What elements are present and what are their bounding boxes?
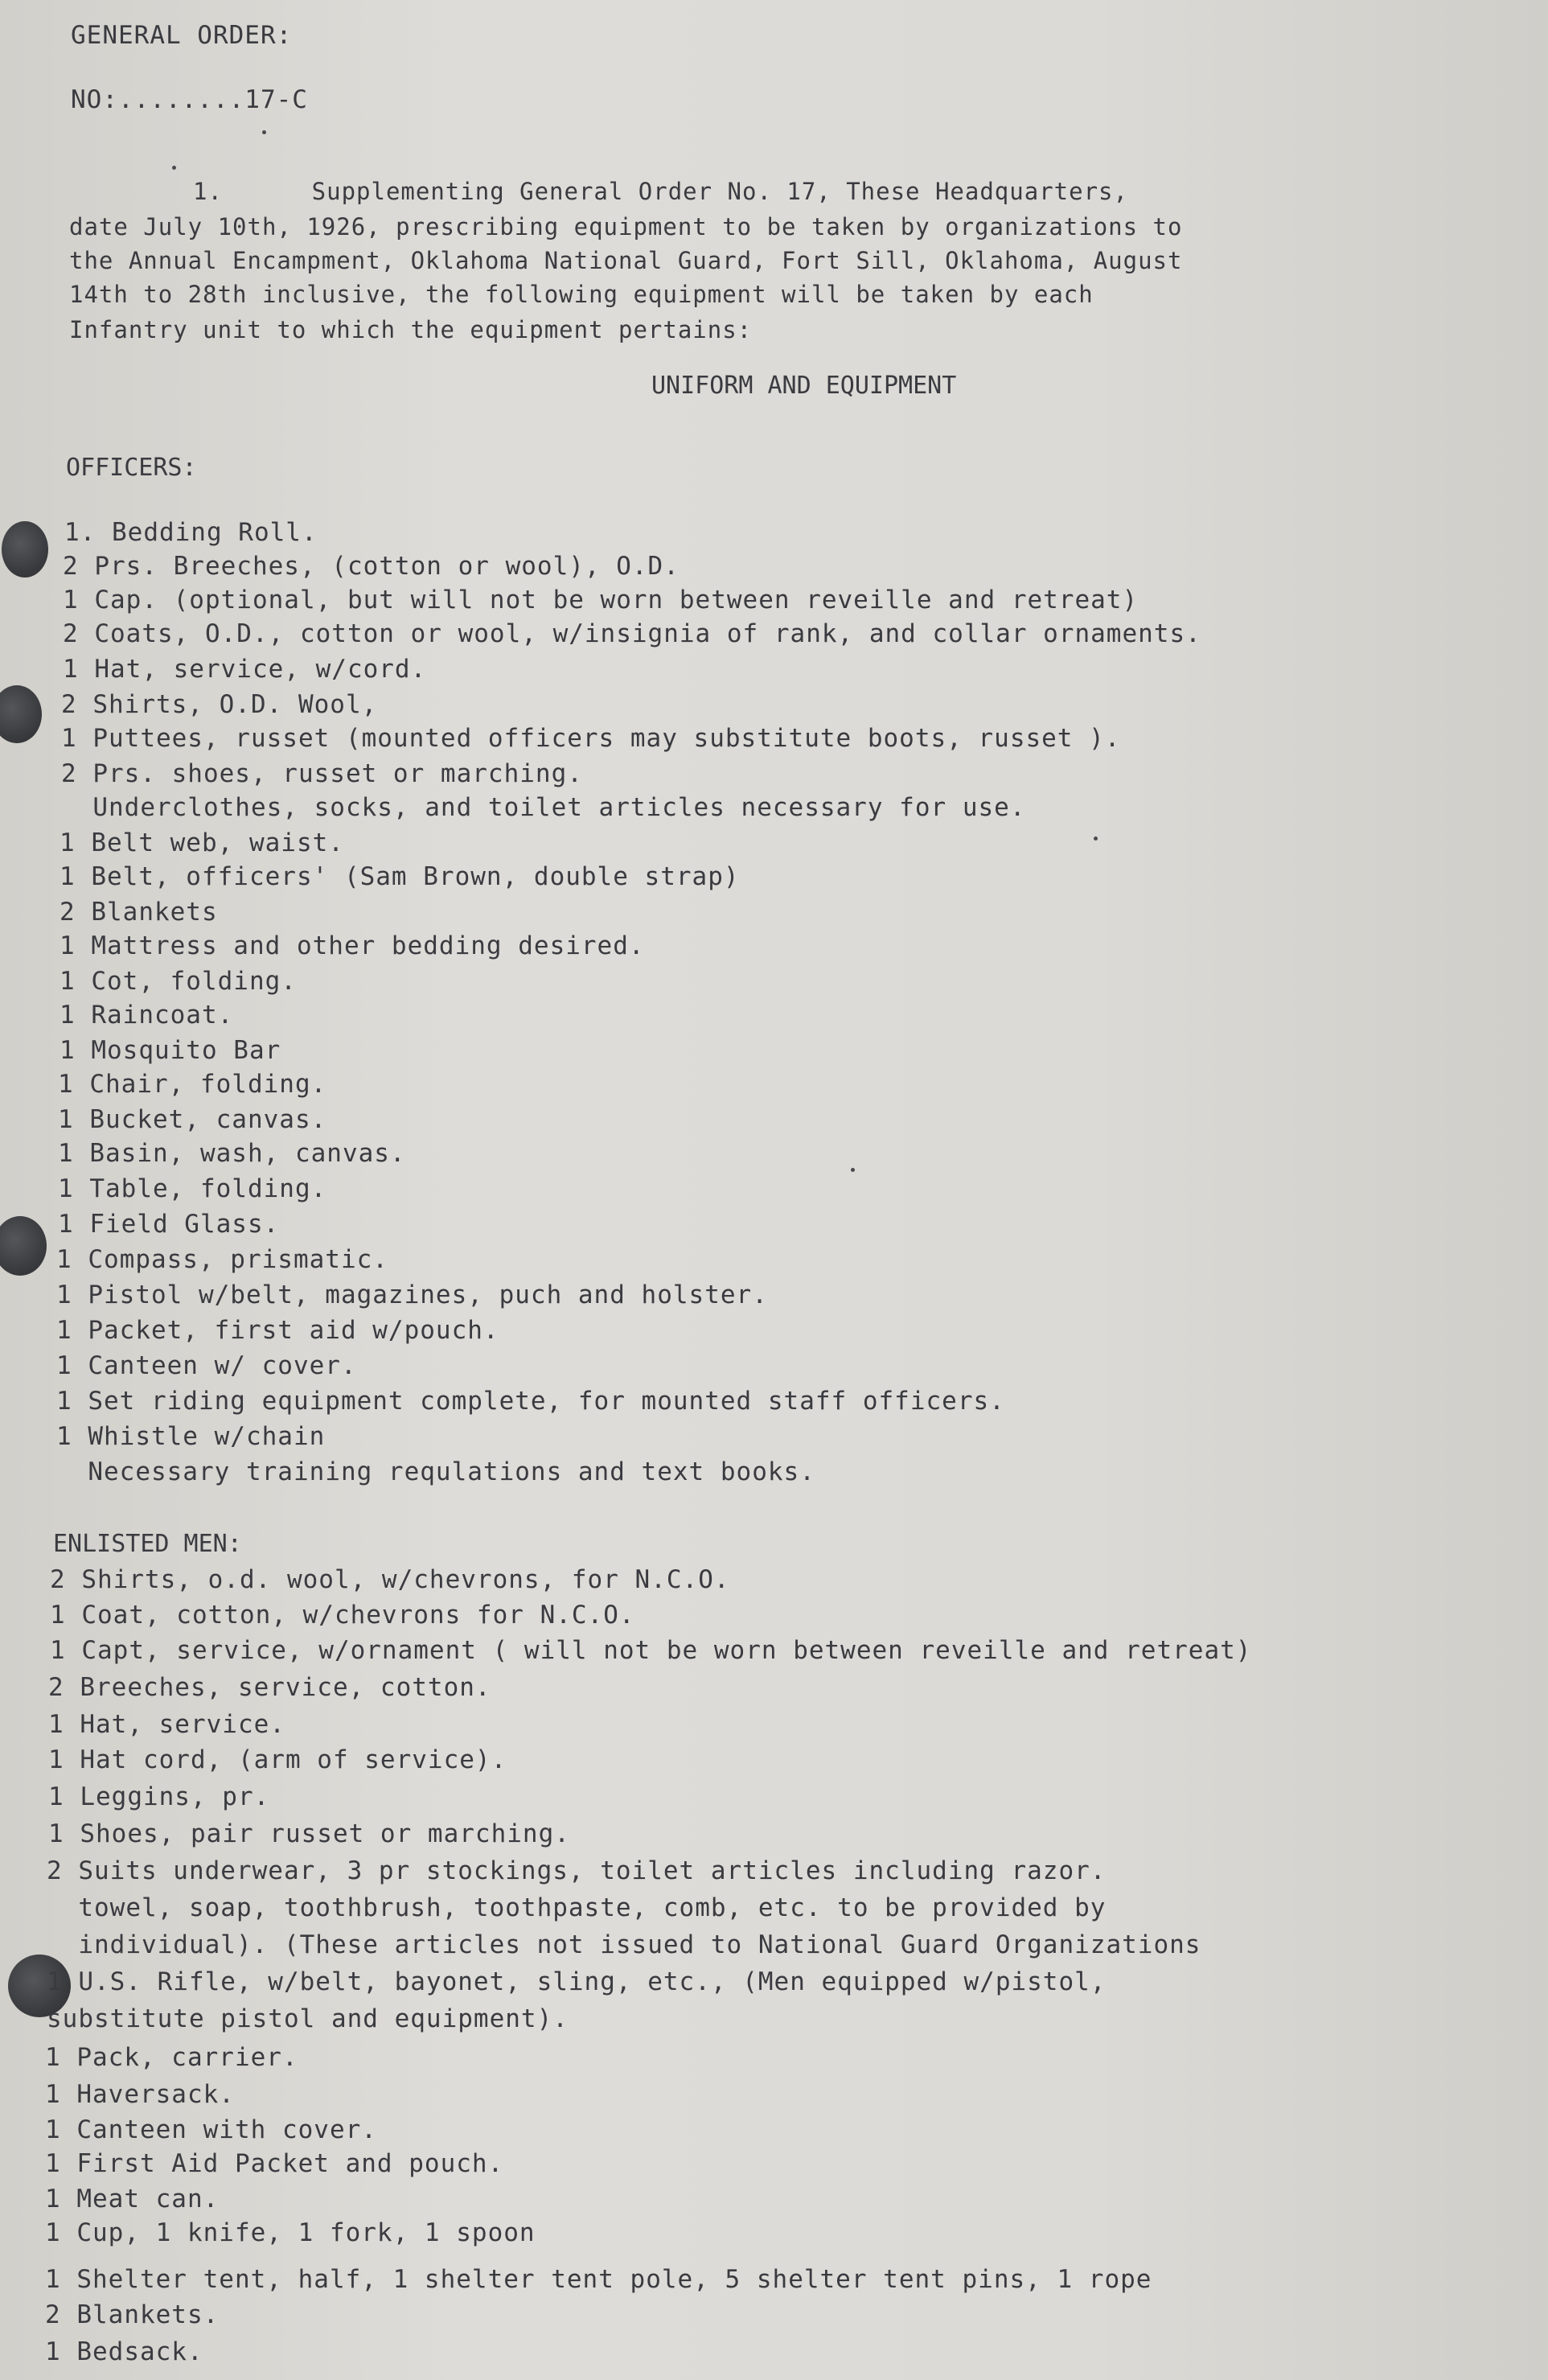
enlisted-item: 1 Hat, service. [48, 1710, 285, 1739]
enlisted-item: 1 Shelter tent, half, 1 shelter tent pole, 5 shelter tent pins, 1 rope [45, 2265, 1152, 2294]
punch-hole-top [2, 521, 48, 578]
officers-heading: OFFICERS: [66, 454, 197, 482]
punch-hole-upper [0, 685, 42, 743]
officer-item: 1 Cot, folding. [60, 967, 297, 996]
enlisted-item: 1 Leggins, pr. [48, 1782, 270, 1811]
officer-item: 1 Mosquito Bar [60, 1036, 281, 1065]
officer-item: 1 Puttees, russet (mounted officers may substitute boots, russet ). [61, 724, 1121, 753]
enlisted-item: 2 Blankets. [45, 2300, 220, 2329]
officer-item: 1 Cap. (optional, but will not be worn between reveille and retreat) [63, 586, 1139, 615]
section-title: UNIFORM AND EQUIPMENT [651, 372, 957, 400]
officer-item: 1 Pistol w/belt, magazines, puch and holster. [56, 1280, 768, 1309]
enlisted-item: towel, soap, toothbrush, toothpaste, comb, etc. to be provided by [47, 1893, 1107, 1922]
intro-line: 14th to 28th inclusive, the following equipment will be taken by each [69, 281, 1094, 308]
paper-speck [851, 1168, 855, 1172]
intro-line: 1. Supplementing General Order No. 17, These Headquarters, [193, 178, 1128, 205]
officer-item: 1 Packet, first aid w/pouch. [56, 1316, 499, 1345]
enlisted-item: 2 Shirts, o.d. wool, w/chevrons, for N.C.O. [50, 1565, 730, 1594]
enlisted-item: 1 First Aid Packet and pouch. [45, 2149, 504, 2178]
officer-item: 1. Bedding Roll. [64, 518, 318, 547]
officer-item: 2 Blankets [60, 898, 218, 927]
officer-item: 1 Belt, officers' (Sam Brown, double strap) [60, 862, 740, 891]
officer-item: 2 Shirts, O.D. Wool, [61, 690, 378, 719]
officer-item: 1 Basin, wash, canvas. [58, 1139, 406, 1168]
enlisted-item: 1 Pack, carrier. [45, 2043, 298, 2072]
order-number: NO:........17-C [71, 85, 308, 114]
enlisted-item: individual). (These articles not issued to National Guard Organizations [47, 1930, 1201, 1959]
punch-hole-middle [0, 1216, 47, 1276]
paper-speck [172, 166, 176, 170]
intro-line: date July 10th, 1926, prescribing equipment to be taken by organizations to [69, 213, 1183, 240]
paper-speck [262, 130, 266, 134]
officer-item: 1 Belt web, waist. [60, 828, 344, 857]
enlisted-item: 1 Hat cord, (arm of service). [48, 1745, 507, 1774]
officer-item: 1 Field Glass. [58, 1210, 280, 1239]
officer-item: 1 Set riding equipment complete, for mounted staff officers. [56, 1387, 1005, 1416]
enlisted-item: 1 Coat, cotton, w/chevrons for N.C.O. [50, 1601, 635, 1630]
enlisted-item: 2 Suits underwear, 3 pr stockings, toilet articles including razor. [47, 1856, 1107, 1885]
intro-line: Infantry unit to which the equipment pertains: [69, 316, 753, 343]
officer-item: 2 Prs. shoes, russet or marching. [61, 759, 583, 788]
enlisted-item: 1 Shoes, pair russet or marching. [48, 1819, 570, 1848]
officer-item: 2 Coats, O.D., cotton or wool, w/insignia of rank, and collar ornaments. [63, 619, 1201, 648]
enlisted-item: 1 Capt, service, w/ornament ( will not be worn between reveille and retreat) [50, 1636, 1252, 1665]
officer-item: 2 Prs. Breeches, (cotton or wool), O.D. [63, 552, 680, 581]
officer-item: 1 Mattress and other bedding desired. [60, 931, 645, 960]
enlisted-item: 1 Canteen with cover. [45, 2115, 377, 2144]
officer-item: 1 Compass, prismatic. [56, 1245, 388, 1274]
order-title: GENERAL ORDER: [71, 21, 293, 50]
enlisted-item: substitute pistol and equipment). [47, 2004, 569, 2033]
officer-item: 1 Whistle w/chain [56, 1422, 326, 1451]
enlisted-item: 1 Haversack. [45, 2080, 235, 2109]
paper-speck [1094, 836, 1098, 841]
officer-item: Underclothes, socks, and toilet articles necessary for use. [61, 793, 1026, 822]
enlisted-item: 1 Cup, 1 knife, 1 fork, 1 spoon [45, 2218, 536, 2247]
officer-item: 1 Bucket, canvas. [58, 1105, 327, 1134]
officer-item: 1 Hat, service, w/cord. [63, 655, 427, 684]
officer-item: 1 Table, folding. [58, 1174, 327, 1203]
officer-item: 1 Raincoat. [60, 1001, 234, 1030]
officer-item: 1 Chair, folding. [58, 1070, 327, 1099]
enlisted-heading: ENLISTED MEN: [53, 1530, 242, 1558]
enlisted-item: 2 Breeches, service, cotton. [48, 1673, 491, 1702]
enlisted-item: 1 Meat can. [45, 2185, 220, 2214]
enlisted-item: 1 U.S. Rifle, w/belt, bayonet, sling, etc., (Men equipped w/pistol, [47, 1967, 1107, 1996]
officer-item: 1 Canteen w/ cover. [56, 1351, 357, 1380]
officer-item: Necessary training requlations and text books. [56, 1457, 815, 1486]
enlisted-item: 1 Bedsack. [45, 2337, 203, 2366]
intro-line: the Annual Encampment, Oklahoma National Guard, Fort Sill, Oklahoma, August [69, 247, 1183, 274]
